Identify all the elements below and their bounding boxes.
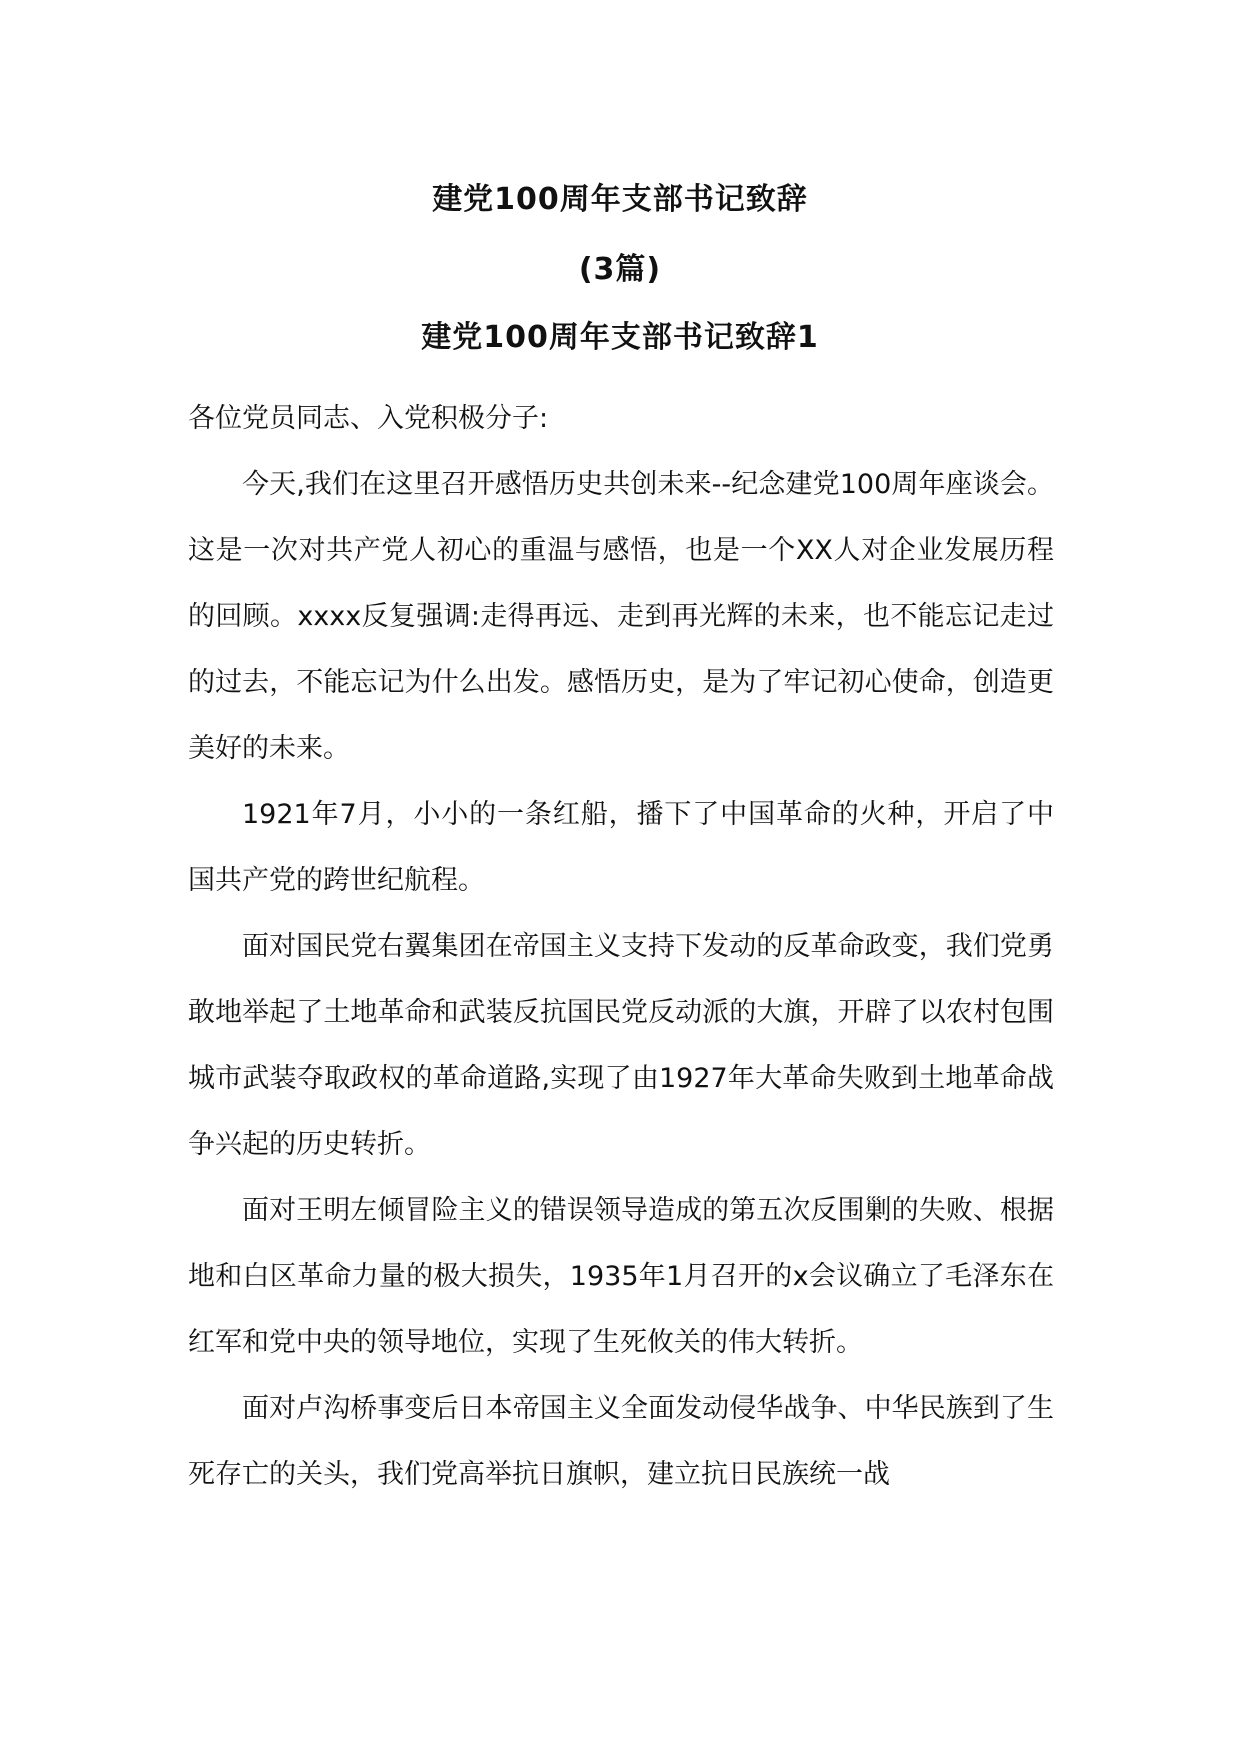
- section-title: 建党100周年支部书记致辞1: [421, 320, 819, 355]
- paragraph: 1921年7月，小小的一条红船，播下了中国革命的火种，开启了中国共产党的跨世纪航程。: [188, 799, 1054, 896]
- document-subtitle: (3篇): [578, 252, 662, 287]
- paragraph: 今天,我们在这里召开感悟历史共创未来--纪念建党100周年座谈会。这是一次对共产党人初心的重温与感悟，也是一个XX人对企业发展历程的回顾。xxxx反复强调:走得再远、走到再光辉的未来，也不能忘记走过的过去，不能忘记为什么出发。感悟历史，是为了牢记初心使命，创造更美好的未来。: [188, 469, 1054, 764]
- paragraph: 面对卢沟桥事变后日本帝国主义全面发动侵华战争、中华民族到了生死存亡的关头，我们党高举抗日旗帜，建立抗日民族统一战: [188, 1393, 1054, 1490]
- document-title: 建党100周年支部书记致辞: [432, 182, 808, 217]
- document-body: [188, 386, 1054, 1508]
- salutation: 各位党员同志、入党积极分子:: [188, 403, 549, 434]
- paragraph: 面对国民党右翼集团在帝国主义支持下发动的反革命政变，我们党勇敢地举起了土地革命和武装反抗国民党反动派的大旗，开辟了以农村包围城市武装夺取政权的革命道路,实现了由1927年大革命失败到土地革命战争兴起的历史转折。: [188, 931, 1054, 1160]
- paragraph: 面对王明左倾冒险主义的错误领导造成的第五次反围剿的失败、根据地和白区革命力量的极大损失，1935年1月召开的x会议确立了毛泽东在红军和党中央的领导地位，实现了生死攸关的伟大转折。: [188, 1195, 1054, 1358]
